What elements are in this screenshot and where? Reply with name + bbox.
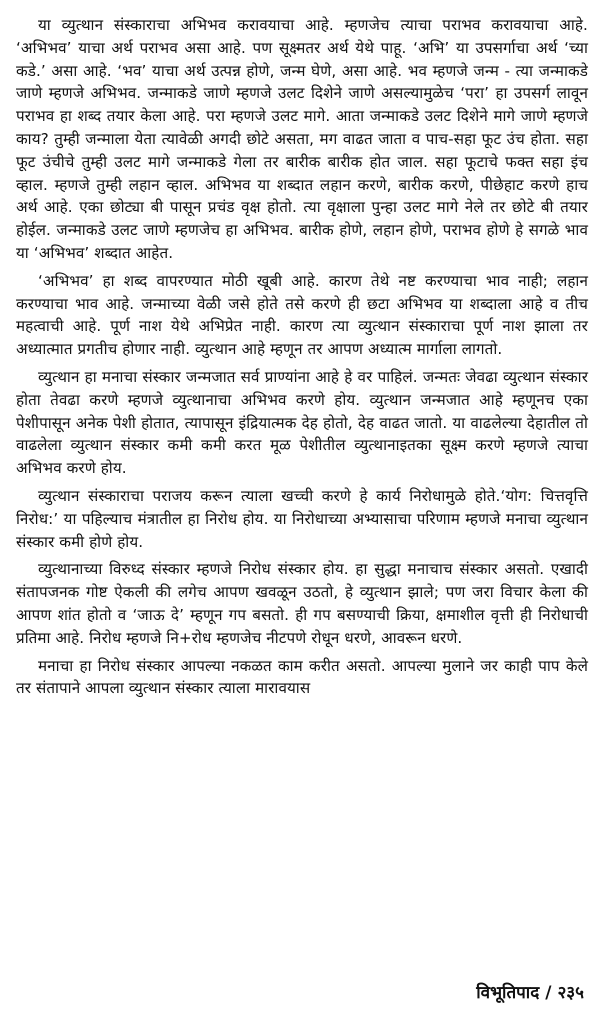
footer-separator: / — [545, 983, 552, 1003]
paragraph-4: व्युत्थान संस्काराचा पराजय करून त्याला खच्ची करणे हे कार्य निरोधामुळे होते.‘योग: चित्तवृत्ति निरोध:’ या पहिल्याच मंत्रातील हा निरोध होय. या निरोधाच्या अभ्यासाचा परिणाम म्हणजे मनाचा व्युत्थान संस्कार कमी होणे होय. — [16, 486, 588, 551]
paragraph-3: व्युत्थान हा मनाचा संस्कार जन्मजात सर्व प्राण्यांना आहे हे वर पाहिलं. जन्मतः जेवढा व्युत्थान संस्कार होता तेवढा करणे म्हणजे व्युत्थानाचा अभिभव करणे होय. व्युत्थान जन्मजात आहे म्हणूनच एका पेशीपासून अनेक पेशी होतात, त्यापासून इंद्रियात्मक देह होतो, देह वाढत जातो. या वाढलेल्या देहातील तो वाढलेला व्युत्थान संस्कार कमी कमी करत मूळ पेशीतील व्युत्थानाइतका सूक्ष्म करणे म्हणजे त्याचा अभिभव करणे होय. — [16, 367, 588, 478]
paragraph-1: या व्युत्थान संस्काराचा अभिभव करावयाचा आहे. म्हणजेच त्याचा पराभव करावयाचा आहे. ‘अभिभव’ याचा अर्थ पराभव असा आहे. पण सूक्ष्मतर अर्थ येथे पाहू. ‘अभि’ या उपसर्गाचा अर्थ ‘च्या कडे.’ असा आहे. ‘भव’ याचा अर्थ उत्पन्न होणे, जन्म घेणे, असा आहे. भव म्हणजे जन्म - त्या जन्माकडे जाणे म्हणजे अभिभव. जन्माकडे जाणे म्हणजे उलट दिशेने जाणे असल्यामुळेच ‘परा’ हा उपसर्ग लावून पराभव हा शब्द तयार केला आहे. परा म्हणजे उलट मागे. आता जन्माकडे उलट दिशेने मागे जाणे म्हणजे काय? तुम्ही जन्माला येता त्यावेळी अगदी छोटे असता, मग वाढत जाता व पाच-सहा फूट उंच होता. सहा फूट उंचीचे तुम्ही उलट मागे जन्माकडे गेला तर बारीक बारीक होत जाल. सहा फूटाचे फक्त सहा इंच व्हाल. म्हणजे तुम्ही लहान व्हाल. अभिभव या शब्दात लहान करणे, बारीक करणे, पीछेहाट करणे हाच अर्थ आहे. एका छोट्या बी पासून प्रचंड वृक्ष होतो. त्या वृक्षाला पुन्हा उलट मागे नेले तर छोटे बी तयार होईल. जन्माकडे उलट जाणे म्हणजेच हा अभिभव. बारीक होणे, लहान होणे, पराभव होणे हे सगळे भाव या ‘अभिभव’ शब्दात आहेत. — [16, 16, 588, 262]
page-footer — [476, 980, 584, 1003]
footer-section-title: विभूतिपाद — [476, 983, 540, 1003]
paragraph-2: ‘अभिभव’ हा शब्द वापरण्यात मोठी खूबी आहे. कारण तेथे नष्ट करण्याचा भाव नाही; लहान करण्याचा भाव आहे. जन्माच्या वेळी जसे होते तसे करणे ही छटा अभिभव या शब्दाला आहे व तीच महत्वाची आहे. पूर्ण नाश येथे अभिप्रेत नाही. कारण त्या व्युत्थान संस्काराचा पूर्ण नाश झाला तर अध्यात्मात प्रगतीच होणार नाही. व्युत्थान आहे म्हणून तर आपण अध्यात्म मार्गाला लागतो. — [16, 271, 588, 359]
page-number: २३५ — [557, 983, 584, 1003]
paragraph-5: व्युत्थानाच्या विरुध्द संस्कार म्हणजे निरोध संस्कार होय. हा सुद्धा मनाचाच संस्कार असतो. एखादी संतापजनक गोष्ट ऐकली की लगेच आपण खवळून उठतो, हे व्युत्थान झाले; पण जरा विचार केला की आपण शांत होतो व ‘जाऊ दे’ म्हणून गप बसतो. ही गप बसण्याची क्रिया, क्षमाशील वृत्ती ही निरोधाची प्रतिमा आहे. निरोध म्हणजे नि+रोध म्हणजेच नीटपणे रोधून धरणे, आवरून धरणे. — [16, 560, 588, 647]
paragraph-6: मनाचा हा निरोध संस्कार आपल्या नकळत काम करीत असतो. आपल्या मुलाने जर काही पाप केले तर संतापाने आपला व्युत्थान संस्कार त्याला मारावयास — [16, 656, 588, 698]
